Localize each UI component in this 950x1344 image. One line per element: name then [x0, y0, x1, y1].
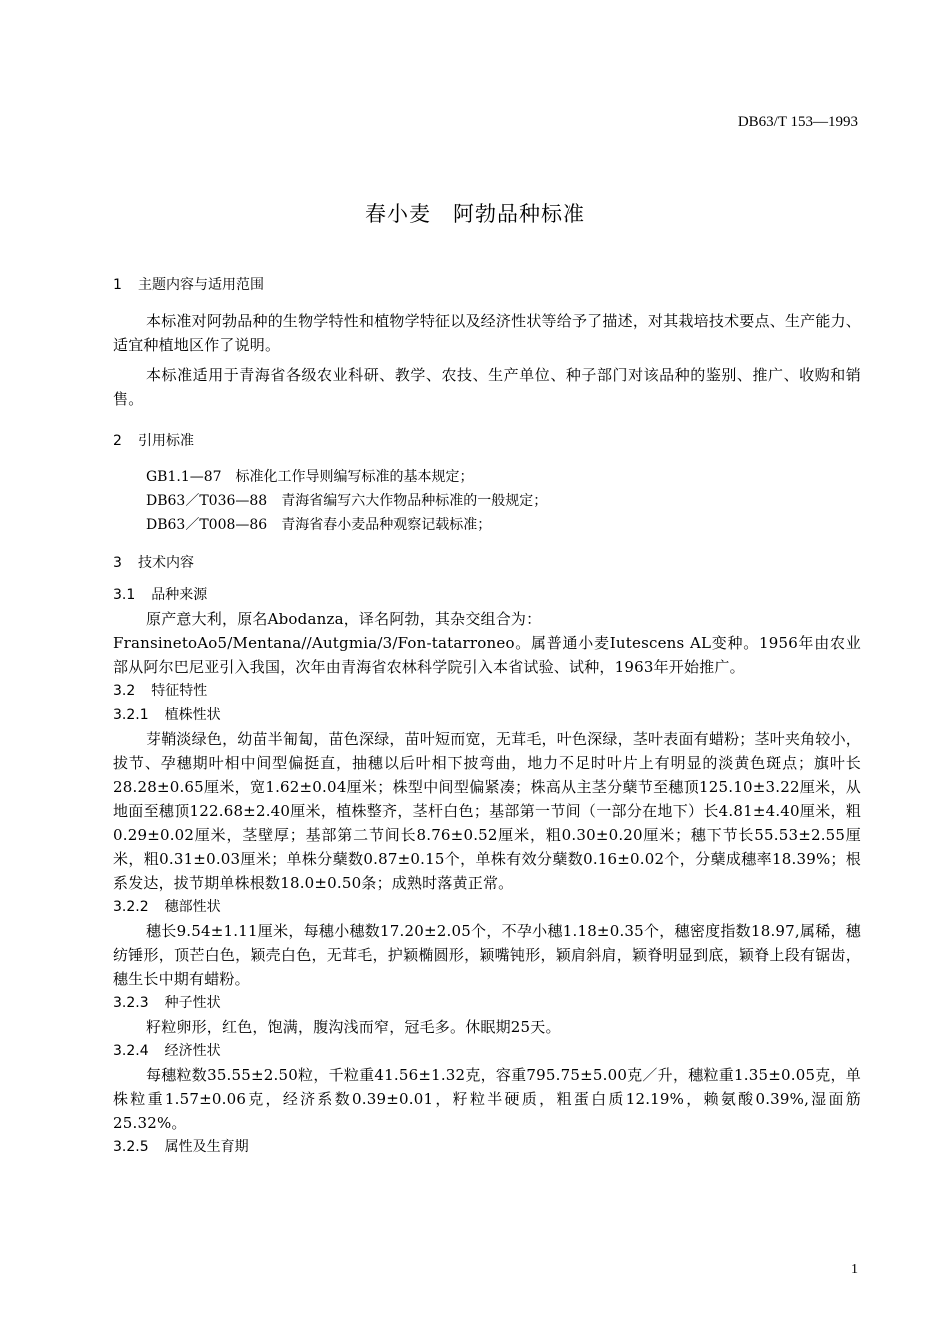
- subsection-number: 3.2.5: [113, 1139, 149, 1155]
- section-title: 主题内容与适用范围: [138, 277, 264, 293]
- section-title: 技术内容: [138, 555, 194, 571]
- subsection-title: 品种来源: [151, 587, 208, 603]
- section-2-heading: [113, 431, 861, 451]
- subsection-heading: [113, 895, 861, 919]
- reference-item: DB63／T036—88 青海省编写六大作物品种标准的一般规定；: [146, 493, 548, 509]
- page-number: 1: [851, 1262, 858, 1277]
- subsection-number: 3.2.3: [113, 995, 149, 1011]
- paragraph: 籽粒卵形，红色，饱满，腹沟浅而窄，冠毛多。休眠期25天。: [146, 1018, 561, 1036]
- section-3-heading: [113, 553, 861, 573]
- subsection-title: 种子性状: [164, 995, 221, 1011]
- section-number: 1: [113, 277, 122, 293]
- document-body: [113, 275, 861, 1159]
- subsection-number: 3.1: [113, 587, 136, 603]
- subsection-heading: [113, 583, 861, 607]
- paragraph: 本标准对阿勃品种的生物学特性和植物学特征以及经济性状等给予了描述，对其栽培技术要点、生产能力、适宜种植地区作了说明。: [113, 312, 861, 354]
- paragraph: 每穗粒数35.55±2.50粒，千粒重41.56±1.32克，容重795.75±5.00克／升，穗粒重1.35±0.05克，单株粒重1.57±0.06克，经济系数0.39±0.01，籽粒半硬质，粗蛋白质12.19%，赖氨酸0.39%,湿面筋25.32%。: [113, 1066, 861, 1132]
- subsection-title: 经济性状: [164, 1043, 221, 1059]
- subsection-title: 植株性状: [164, 707, 221, 723]
- subsection-heading: [113, 1135, 861, 1159]
- subsection-heading: [113, 703, 861, 727]
- section-1-heading: [113, 275, 861, 295]
- subsection-heading: [113, 679, 861, 703]
- paragraph: 芽鞘淡绿色，幼苗半匍匐，苗色深绿，苗叶短而宽，无茸毛，叶色深绿，茎叶表面有蜡粉；茎叶夹角较小，拔节、孕穗期叶相中间型偏挺直，抽穗以后叶相下披弯曲，地力不足时叶片上有明显的淡黄色斑点；旗叶长28.28±0.65厘米，宽1.62±0.04厘米；株型中间型偏紧凑；株高从主茎分蘖节至穗顶125.10±3.22厘米，从地面至穗顶122.68±2.40厘米，植株整齐，茎杆白色；基部第一节间（一部分在地下）长4.81±4.40厘米，粗0.29±0.02厘米，茎壁厚；基部第二节间长8.76±0.52厘米，粗0.30±0.20厘米；穗下节长55.53±2.55厘米，粗0.31±0.03厘米；单株分蘖数0.87±0.15个，单株有效分蘖数0.16±0.02个，分蘖成穗率18.39%；根系发达，拔节期单株根数18.0±0.50条；成熟时落黄正常。: [113, 730, 861, 892]
- reference-item: DB63／T008—86 青海省春小麦品种观察记载标准；: [146, 517, 492, 533]
- document-number: DB63/T 153—1993: [737, 114, 858, 130]
- section-number: 3: [113, 555, 122, 571]
- subsection-heading: [113, 991, 861, 1015]
- subsection-title: 特征特性: [151, 683, 208, 699]
- section-number: 2: [113, 433, 122, 449]
- paragraph: 本标准适用于青海省各级农业科研、教学、农技、生产单位、种子部门对该品种的鉴别、推广、收购和销售。: [113, 366, 861, 408]
- subsection-heading: [113, 1039, 861, 1063]
- subsection-number: 3.2: [113, 683, 136, 699]
- subsection-number: 3.2.1: [113, 707, 149, 723]
- paragraph: FransinetoAo5/Mentana//Autgmia/3/Fon-tatarroneo。属普通小麦Iutescens AL变种。1956年由农业部从阿尔巴尼亚引入我国，次年由青海省农林科学院引入本省试验、试种，1963年开始推广。: [113, 634, 861, 676]
- paragraph: 穗长9.54±1.11厘米，每穗小穗数17.20±2.05个，不孕小穗1.18±0.35个，穗密度指数18.97,属稀，穗纺锤形，顶芒白色，颖壳白色，无茸毛，护颖椭圆形，颖嘴钝形，颖肩斜肩，颖脊明显到底，颖脊上段有锯齿，穗生长中期有蜡粉。: [113, 922, 861, 988]
- paragraph: 原产意大利，原名Abodanza，译名阿勃，其杂交组合为：: [146, 610, 542, 628]
- section-title: 引用标准: [138, 433, 194, 449]
- subsection-title: 穗部性状: [164, 899, 221, 915]
- subsection-number: 3.2.2: [113, 899, 149, 915]
- subsection-number: 3.2.4: [113, 1043, 149, 1059]
- page-title: 春小麦 阿勃品种标准: [365, 202, 585, 226]
- reference-item: GB1.1—87 标准化工作导则编写标准的基本规定；: [146, 469, 474, 485]
- subsection-title: 属性及生育期: [164, 1139, 249, 1155]
